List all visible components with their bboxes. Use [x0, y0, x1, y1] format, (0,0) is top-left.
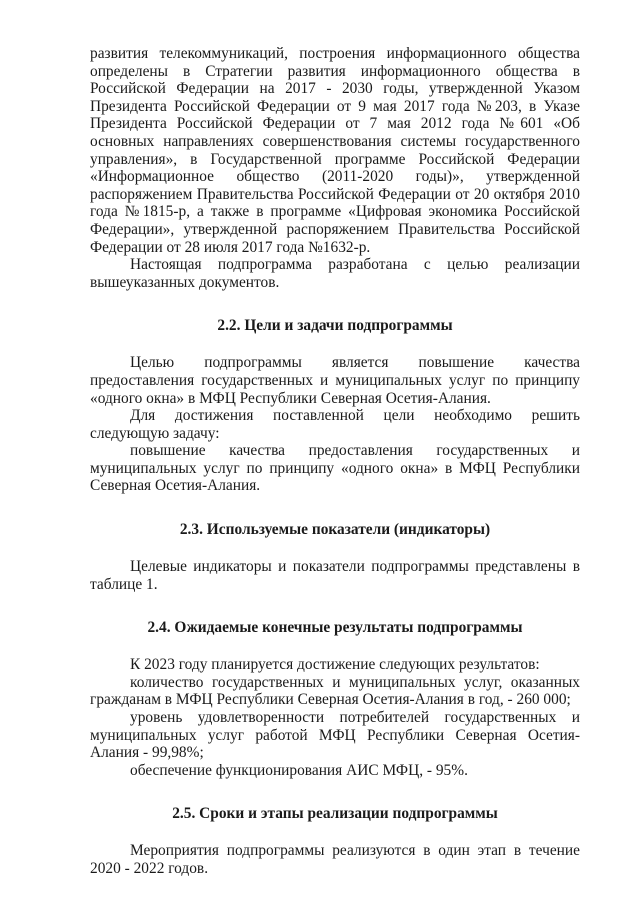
intro-purpose-paragraph: Настоящая подпрограмма разработана с целью реализации вышеуказанных документов. — [90, 256, 580, 291]
results-intro-paragraph: К 2023 году планируется достижение следующих результатов: — [130, 656, 540, 674]
goals-paragraph: Целью подпрограммы является повышение качества предоставления государственных и муниципальных услуг по принципу «одного окна» в МФЦ Республики Северная Осетия-Алания. — [90, 354, 580, 407]
goals-task-paragraph: повышение качества предоставления государственных и муниципальных услуг по принципу «одного окна» в МФЦ Республики Северная Осетия-Алания. — [90, 442, 580, 495]
section-heading-indicators: 2.3. Используемые показатели (индикаторы) — [179, 521, 491, 539]
section-heading-results: 2.4. Ожидаемые конечные результаты подпрограммы — [147, 619, 523, 637]
results-services-paragraph: количество государственных и муниципальных услуг, оказанных гражданам в МФЦ Республики Северная Осетия-Алания в год, - 260 000; — [90, 673, 580, 709]
goals-task-intro-paragraph: Для достижения поставленной цели необходимо решить следующую задачу: — [90, 407, 580, 442]
indicators-paragraph: Целевые индикаторы и показатели подпрограммы представлены в таблице 1. — [90, 558, 580, 593]
section-heading-timeline: 2.5. Сроки и этапы реализации подпрограммы — [172, 805, 498, 823]
timeline-paragraph: Мероприятия подпрограммы реализуются в один этап в течение 2020 - 2022 годов. — [90, 842, 580, 877]
section-heading-goals: 2.2. Цели и задачи подпрограммы — [217, 317, 453, 335]
results-satisfaction-paragraph: уровень удовлетворенности потребителей государственных и муниципальных услуг работой МФЦ Республики Северная Осетия-Алания - 99,98%; — [90, 709, 580, 762]
document-page — [90, 45, 580, 878]
results-ais-paragraph: обеспечение функционирования АИС МФЦ, - 95%. — [130, 761, 468, 779]
intro-paragraph: развития телекоммуникаций, построения информационного общества определены в Стратегии развития информационного общества в Российской Федерации на 2017 - 2030 годы, утвержденной Указом Президента Российской Федерации от 9 мая 2017 года №203, в Указе Президента Российской Федерации от 7 мая 2012 года №601 «Об основных направлениях совершенствования системы государственного управления», в Государственной программе Российской Федерации «Информационное общество (2011-2020 годы)», утвержденной распоряжением Правительства Российской Федерации от 20 октября 2010 года №1815-р, а также в программе «Цифровая экономика Российской Федерации», утвержденной распоряжением Правительства Российской Федерации от 28 июля 2017 года №1632-р. — [90, 45, 580, 256]
